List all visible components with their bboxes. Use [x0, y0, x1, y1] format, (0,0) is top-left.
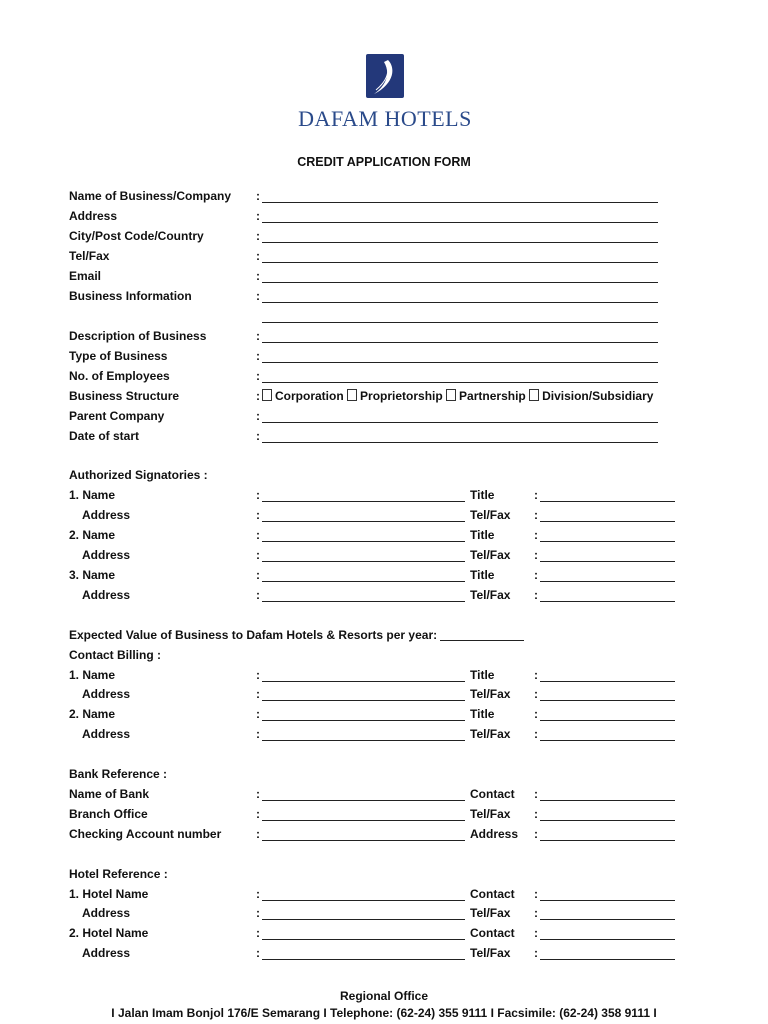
hotel-1-address-line[interactable]: [262, 919, 465, 920]
billing-2-telfax-line[interactable]: [540, 740, 675, 741]
brand-name: DAFAM HOTELS: [298, 106, 472, 131]
address-input-line[interactable]: [262, 222, 658, 223]
hotel-1-telfax-line[interactable]: [540, 919, 675, 920]
bank-name-line[interactable]: [262, 800, 465, 801]
field-label: Type of Business: [69, 349, 168, 363]
field-label: Business Information: [69, 289, 192, 303]
bank-heading: Bank Reference :: [69, 767, 168, 781]
hotel-1-name-line[interactable]: [262, 900, 465, 901]
city-input-line[interactable]: [262, 242, 658, 243]
bank-address-line[interactable]: [540, 840, 675, 841]
partnership-checkbox[interactable]: [446, 389, 456, 401]
field-label: Business Structure: [69, 389, 180, 403]
structure-options: Corporation Proprietorship Partnership Division/Subsidiary: [262, 389, 653, 403]
signatory-2-title-line[interactable]: [540, 541, 675, 542]
bank-contact-line[interactable]: [540, 800, 675, 801]
billing-2-name-line[interactable]: [262, 720, 465, 721]
billing-heading: Contact Billing :: [69, 648, 161, 662]
signatory-3-name-line[interactable]: [262, 581, 465, 582]
field-label: Parent Company: [69, 409, 165, 423]
proprietorship-checkbox[interactable]: [347, 389, 357, 401]
field-label: Date of start: [69, 429, 140, 443]
signatory-1-address-line[interactable]: [262, 521, 465, 522]
field-label: No. of Employees: [69, 369, 170, 383]
bank-telfax-line[interactable]: [540, 820, 675, 821]
signatory-1-title-line[interactable]: [540, 501, 675, 502]
hotel-1-contact-line[interactable]: [540, 900, 675, 901]
email-input-line[interactable]: [262, 282, 658, 283]
signatory-2-name-line[interactable]: [262, 541, 465, 542]
hotel-2-telfax-line[interactable]: [540, 959, 675, 960]
description-input-line[interactable]: [262, 342, 658, 343]
footer-title: Regional Office: [339, 989, 428, 1003]
field-label: Name of Business/Company: [69, 189, 232, 203]
date-start-input-line[interactable]: [262, 442, 658, 443]
employees-input-line[interactable]: [262, 382, 658, 383]
parent-input-line[interactable]: [262, 422, 658, 423]
signatory-1-telfax-line[interactable]: [540, 521, 675, 522]
type-input-line[interactable]: [262, 362, 658, 363]
business-info-input-line[interactable]: [262, 302, 658, 303]
signatory-3-title-line[interactable]: [540, 581, 675, 582]
business-info-input-line-2[interactable]: [262, 322, 658, 323]
telfax-input-line[interactable]: [262, 262, 658, 263]
signatory-3-address-line[interactable]: [262, 601, 465, 602]
billing-1-title-line[interactable]: [540, 681, 675, 682]
billing-1-telfax-line[interactable]: [540, 700, 675, 701]
form-title: CREDIT APPLICATION FORM: [297, 155, 471, 169]
hotel-logo: [290, 52, 480, 132]
signatory-3-telfax-line[interactable]: [540, 601, 675, 602]
bank-branch-line[interactable]: [262, 820, 465, 821]
business-name-input-line[interactable]: [262, 202, 658, 203]
signatories-heading: Authorized Signatories :: [69, 468, 208, 482]
field-label: Email: [69, 269, 102, 283]
expected-value-row: [69, 628, 524, 642]
signatory-2-address-line[interactable]: [262, 561, 465, 562]
hotel-2-name-line[interactable]: [262, 939, 465, 940]
field-label: Description of Business: [69, 329, 207, 343]
field-label: Tel/Fax: [69, 249, 110, 263]
hotel-2-contact-line[interactable]: [540, 939, 675, 940]
corporation-checkbox[interactable]: [262, 389, 272, 401]
expected-value-label: Expected Value of Business to Dafam Hotels & Resorts per year:: [69, 628, 438, 642]
billing-2-address-line[interactable]: [262, 740, 465, 741]
expected-value-line[interactable]: [440, 640, 524, 641]
hotel-2-address-line[interactable]: [262, 959, 465, 960]
billing-2-title-line[interactable]: [540, 720, 675, 721]
billing-1-address-line[interactable]: [262, 700, 465, 701]
signatory-2-telfax-line[interactable]: [540, 561, 675, 562]
billing-1-name-line[interactable]: [262, 681, 465, 682]
signatory-1-name-line[interactable]: [262, 501, 465, 502]
field-label: Address: [69, 209, 118, 223]
hotel-heading: Hotel Reference :: [69, 867, 168, 881]
field-label: City/Post Code/Country: [69, 229, 204, 243]
footer-address: I Jalan Imam Bonjol 176/E Semarang I Telephone: (62-24) 355 9111 I Facsimile: (62-24) 358 9111 I: [111, 1006, 657, 1020]
division-checkbox[interactable]: [529, 389, 539, 401]
logo-mark-icon: [366, 54, 404, 98]
bank-checking-line[interactable]: [262, 840, 465, 841]
